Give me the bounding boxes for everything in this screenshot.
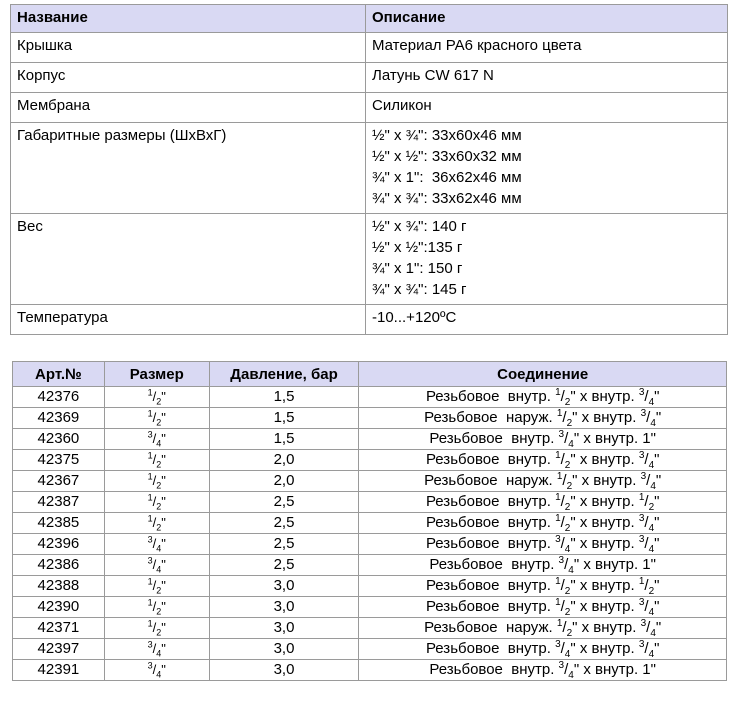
article-connection (359, 471, 727, 492)
connection-mid: х внутр. (577, 409, 641, 426)
connection-from: $^3/_4$" (558, 429, 580, 450)
article-number: 42397 (13, 639, 105, 660)
size-fraction: $^1/_2$" (147, 513, 166, 533)
article-number: 42385 (13, 513, 105, 534)
article-pressure: 2,5 (209, 534, 359, 555)
article-number: 42371 (13, 618, 105, 639)
spec-header-description: Описание (366, 5, 728, 33)
spec-property-name: Габаритные размеры (ШхВхГ) (11, 123, 366, 214)
spec-row (11, 214, 728, 305)
articles-table (12, 361, 727, 681)
article-connection (359, 387, 727, 408)
spec-property-value (366, 63, 728, 93)
size-fraction: $^3/_4$" (147, 429, 166, 449)
connection-mid: х внутр. (575, 640, 639, 657)
article-connection (359, 492, 727, 513)
size-fraction: $^3/_4$" (147, 660, 166, 680)
spec-header-row (11, 5, 728, 33)
article-row (13, 408, 727, 429)
article-row (13, 576, 727, 597)
article-size (104, 387, 209, 408)
article-row (13, 492, 727, 513)
connection-type: Резьбовое внутр. (425, 514, 556, 531)
spec-value-line: ½" x ½":135 г (372, 239, 463, 256)
connection-from: $^1/_2$" (555, 387, 576, 408)
connection-mid: х внутр. (577, 619, 641, 636)
connection-mid: х внутр. (577, 472, 641, 489)
connection-mid: х внутр. (575, 514, 639, 531)
header-connection: Соединение (359, 362, 727, 387)
article-connection (359, 534, 727, 555)
spec-property-value (366, 305, 728, 335)
connection-type: Резьбовое внутр. (425, 535, 556, 552)
article-size (104, 597, 209, 618)
connection-from: $^3/_4$" (558, 555, 580, 576)
article-number: 42390 (13, 597, 105, 618)
connection-type: Резьбовое внутр. (425, 388, 556, 405)
article-row (13, 471, 727, 492)
connection-from: $^1/_2$" (555, 450, 576, 471)
connection-from: $^1/_2$" (555, 576, 576, 597)
size-fraction: $^1/_2$" (147, 597, 166, 617)
connection-type: Резьбовое внутр. (425, 640, 556, 657)
article-connection (359, 618, 727, 639)
article-row (13, 429, 727, 450)
connection-mid: х внутр. (579, 556, 643, 573)
article-pressure: 1,5 (209, 408, 359, 429)
spec-value-line: ¾" x 1": 36x62x46 мм (372, 169, 522, 186)
connection-mid: х внутр. (575, 388, 639, 405)
connection-to: $^3/_4$" (638, 513, 660, 534)
connection-mid: х внутр. (575, 451, 639, 468)
spec-property-name: Мембрана (11, 93, 366, 123)
article-size (104, 513, 209, 534)
article-number: 42360 (13, 429, 105, 450)
size-fraction: $^1/_2$" (147, 408, 166, 428)
connection-from: $^1/_2$" (555, 513, 576, 534)
spec-property-value (366, 93, 728, 123)
article-connection (359, 408, 727, 429)
connection-from: $^1/_2$" (555, 492, 576, 513)
connection-type: Резьбовое внутр. (429, 430, 559, 447)
connection-mid: х внутр. (575, 535, 639, 552)
connection-from: $^1/_2$" (556, 471, 578, 492)
article-pressure: 3,0 (209, 660, 359, 681)
article-pressure: 2,5 (209, 492, 359, 513)
article-row (13, 513, 727, 534)
connection-from: $^3/_4$" (558, 660, 580, 681)
header-pressure: Давление, бар (209, 362, 359, 387)
spec-row (11, 33, 728, 63)
spec-property-name: Крышка (11, 33, 366, 63)
article-number: 42367 (13, 471, 105, 492)
article-number: 42387 (13, 492, 105, 513)
spec-value-line: ½" x ¾": 33x60x46 мм (372, 127, 522, 144)
spec-row (11, 305, 728, 335)
connection-to: 1" (642, 430, 656, 447)
article-connection (359, 660, 727, 681)
spec-row (11, 123, 728, 214)
spec-property-name: Корпус (11, 63, 366, 93)
article-pressure: 2,5 (209, 513, 359, 534)
article-size (104, 618, 209, 639)
article-number: 42375 (13, 450, 105, 471)
spec-property-value (366, 214, 728, 305)
article-size (104, 660, 209, 681)
article-pressure: 2,0 (209, 450, 359, 471)
article-number: 42391 (13, 660, 105, 681)
connection-to: $^3/_4$" (640, 471, 662, 492)
article-connection (359, 513, 727, 534)
connection-type: Резьбовое наруж. (424, 472, 557, 489)
article-number: 42369 (13, 408, 105, 429)
connection-type: Резьбовое внутр. (425, 451, 556, 468)
spec-property-value (366, 123, 728, 214)
article-number: 42388 (13, 576, 105, 597)
size-fraction: $^1/_2$" (147, 387, 166, 407)
size-fraction: $^1/_2$" (147, 618, 166, 638)
spec-property-name: Температура (11, 305, 366, 335)
connection-to: 1" (642, 661, 656, 678)
article-pressure: 2,0 (209, 471, 359, 492)
size-fraction: $^3/_4$" (147, 639, 166, 659)
article-pressure: 3,0 (209, 618, 359, 639)
article-row (13, 450, 727, 471)
connection-mid: х внутр. (579, 430, 643, 447)
spec-value-line: ½" x ¾": 140 г (372, 218, 467, 235)
connection-type: Резьбовое внутр. (425, 493, 556, 510)
article-row (13, 639, 727, 660)
connection-type: Резьбовое наруж. (424, 619, 557, 636)
spec-value-line: ½" x ½": 33x60x32 мм (372, 148, 522, 165)
connection-to: $^3/_4$" (640, 408, 662, 429)
connection-to: $^1/_2$" (638, 492, 660, 513)
article-row (13, 618, 727, 639)
connection-to: $^3/_4$" (638, 387, 660, 408)
article-size (104, 429, 209, 450)
article-size (104, 450, 209, 471)
connection-type: Резьбовое внутр. (425, 577, 556, 594)
header-art: Арт.№ (13, 362, 105, 387)
article-row (13, 387, 727, 408)
connection-mid: х внутр. (575, 598, 639, 615)
connection-type: Резьбовое внутр. (425, 598, 556, 615)
spec-row (11, 63, 728, 93)
connection-type: Резьбовое наруж. (424, 409, 557, 426)
spec-value-line: ¾" x 1": 150 г (372, 260, 463, 277)
spec-value-line: Материал PA6 красного цвета (372, 37, 582, 54)
spec-row (11, 93, 728, 123)
article-pressure: 3,0 (209, 639, 359, 660)
connection-to: 1" (642, 556, 656, 573)
article-pressure: 1,5 (209, 429, 359, 450)
article-size (104, 408, 209, 429)
article-pressure: 3,0 (209, 576, 359, 597)
article-size (104, 471, 209, 492)
article-row (13, 555, 727, 576)
connection-to: $^3/_4$" (640, 618, 662, 639)
article-number: 42396 (13, 534, 105, 555)
spec-table (10, 4, 728, 335)
connection-to: $^3/_4$" (638, 597, 660, 618)
spec-value-line: ¾" x ¾": 33x62x46 мм (372, 190, 522, 207)
article-connection (359, 597, 727, 618)
article-connection (359, 429, 727, 450)
article-number: 42376 (13, 387, 105, 408)
article-size (104, 492, 209, 513)
connection-mid: х внутр. (579, 661, 643, 678)
size-fraction: $^1/_2$" (147, 471, 166, 491)
spec-value-line: ¾" x ¾": 145 г (372, 281, 467, 298)
connection-to: $^1/_2$" (638, 576, 660, 597)
article-pressure: 2,5 (209, 555, 359, 576)
size-fraction: $^1/_2$" (147, 492, 166, 512)
connection-from: $^1/_2$" (555, 597, 576, 618)
spec-property-value (366, 33, 728, 63)
article-size (104, 534, 209, 555)
connection-to: $^3/_4$" (638, 534, 660, 555)
articles-header-row (13, 362, 727, 387)
article-row (13, 597, 727, 618)
size-fraction: $^3/_4$" (147, 555, 166, 575)
connection-mid: х внутр. (575, 493, 639, 510)
article-size (104, 576, 209, 597)
header-size: Размер (104, 362, 209, 387)
article-row (13, 660, 727, 681)
spec-value-line: Силикон (372, 97, 432, 114)
connection-from: $^1/_2$" (556, 408, 578, 429)
connection-from: $^3/_4$" (555, 534, 576, 555)
spec-value-line: Латунь CW 617 N (372, 67, 494, 84)
connection-to: $^3/_4$" (638, 450, 660, 471)
article-connection (359, 555, 727, 576)
connection-from: $^1/_2$" (556, 618, 578, 639)
size-fraction: $^1/_2$" (147, 450, 166, 470)
article-pressure: 1,5 (209, 387, 359, 408)
article-row (13, 534, 727, 555)
connection-to: $^3/_4$" (638, 639, 660, 660)
article-connection (359, 450, 727, 471)
spec-value-line: -10...+120ºC (372, 309, 457, 326)
article-size (104, 639, 209, 660)
connection-type: Резьбовое внутр. (429, 661, 559, 678)
size-fraction: $^3/_4$" (147, 534, 166, 554)
connection-mid: х внутр. (575, 577, 639, 594)
article-pressure: 3,0 (209, 597, 359, 618)
spec-property-name: Вес (11, 214, 366, 305)
spec-header-name: Название (11, 5, 366, 33)
size-fraction: $^1/_2$" (147, 576, 166, 596)
article-number: 42386 (13, 555, 105, 576)
article-connection (359, 576, 727, 597)
article-size (104, 555, 209, 576)
article-connection (359, 639, 727, 660)
connection-from: $^3/_4$" (555, 639, 576, 660)
connection-type: Резьбовое внутр. (429, 556, 559, 573)
